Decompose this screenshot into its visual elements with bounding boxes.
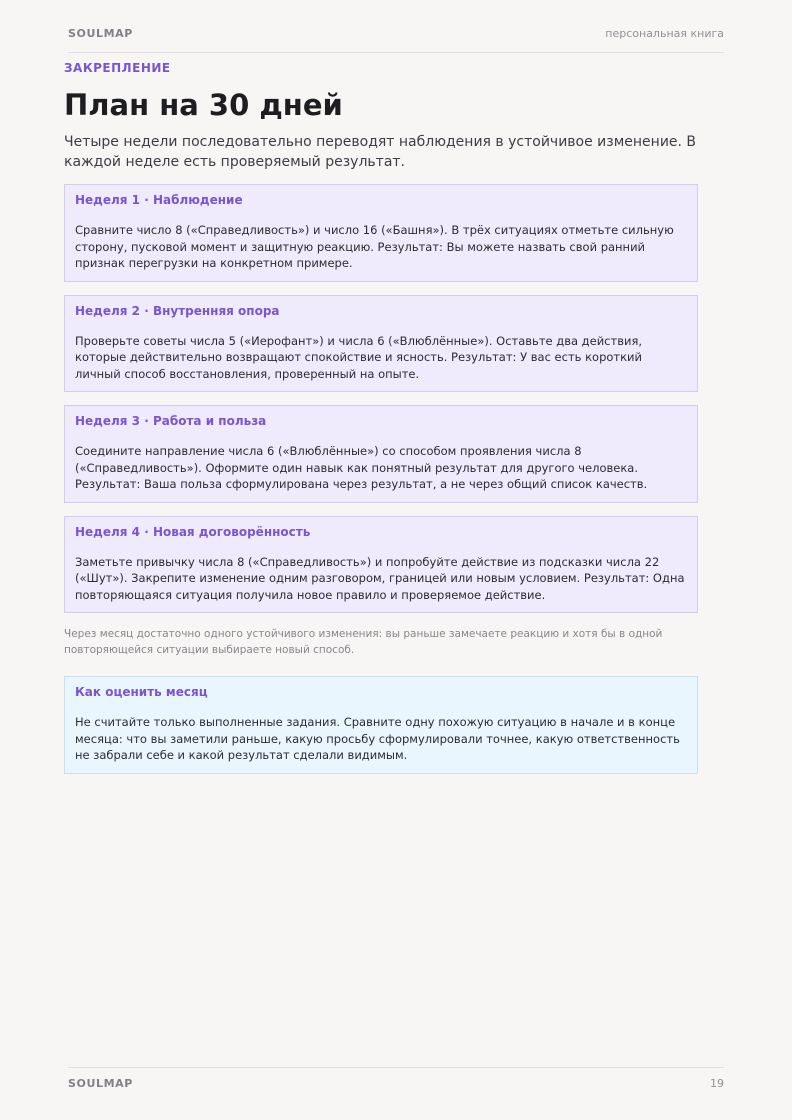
week-4-title: Неделя 4 · Новая договорённость — [75, 524, 311, 539]
week-3-title: Неделя 3 · Работа и польза — [75, 414, 267, 428]
week-2-text: Проверьте советы числа 5 («Иерофант») и числа 6 («Влюблённые»). Оставьте два действия, которые действительно возвращают спокойствие и ясность. Результат: У вас есть короткий личный способ восстановления, проверенный на опыте. — [75, 333, 643, 381]
week-4-text: Заметьте привычку числа 8 («Справедливость») и попробуйте действие из подсказки числа 22 («Шут»). Закрепите изменение одним разговором, границей или новым условием. Результат: Одна повторяющаяся ситуация получила новое правило и проверяемое действие. — [75, 554, 685, 602]
week-1-title: Неделя 1 · Наблюдение — [75, 193, 243, 207]
header-brand: SOULMAP — [68, 27, 133, 40]
main-content — [64, 60, 700, 787]
evaluation-text: Не считайте только выполненные задания. Сравните одну похожую ситуацию в начале и в конце месяца: что вы заметили раньше, какую просьбу сформулировали точнее, какую ответственность не забрали себе и какой результат сделали видимым. — [75, 715, 680, 762]
header-subtitle: персональная книга — [605, 27, 724, 40]
week-2-card — [64, 295, 698, 393]
page-header — [68, 22, 724, 53]
lead-paragraph: Четыре недели последовательно переводят наблюдения в устойчивое изменение. В каждой неделе есть проверяемый результат. — [64, 134, 697, 170]
week-4-card — [64, 516, 698, 614]
evaluation-title: Как оценить месяц — [75, 685, 208, 699]
page-number: 19 — [710, 1077, 724, 1090]
week-3-card — [64, 405, 698, 503]
week-3-text: Соедините направление числа 6 («Влюблённые») со способом проявления числа 8 («Справедливость»). Оформите один навык как понятный результат для другого человека. Результат: Ваша польза сформулирована через результат, а не через общий список качеств. — [75, 444, 648, 491]
section-kicker: ЗАКРЕПЛЕНИЕ — [64, 61, 171, 75]
evaluation-card — [64, 676, 698, 774]
week-2-title: Неделя 2 · Внутренняя опора — [75, 303, 280, 318]
page-footer — [68, 1067, 724, 1090]
summary-note: Через месяц достаточно одного устойчивого изменения: вы раньше замечаете реакцию и хотя бы в одной повторяющейся ситуации выбираете новый способ. — [64, 628, 663, 656]
page-title: План на 30 дней — [64, 88, 343, 122]
week-1-text: Сравните число 8 («Справедливость») и число 16 («Башня»). В трёх ситуациях отметьте сильную сторону, пусковой момент и защитную реакцию. Результат: Вы можете назвать свой ранний признак перегрузки на конкретном примере. — [75, 223, 674, 270]
week-1-card — [64, 184, 698, 282]
footer-brand: SOULMAP — [68, 1077, 133, 1090]
